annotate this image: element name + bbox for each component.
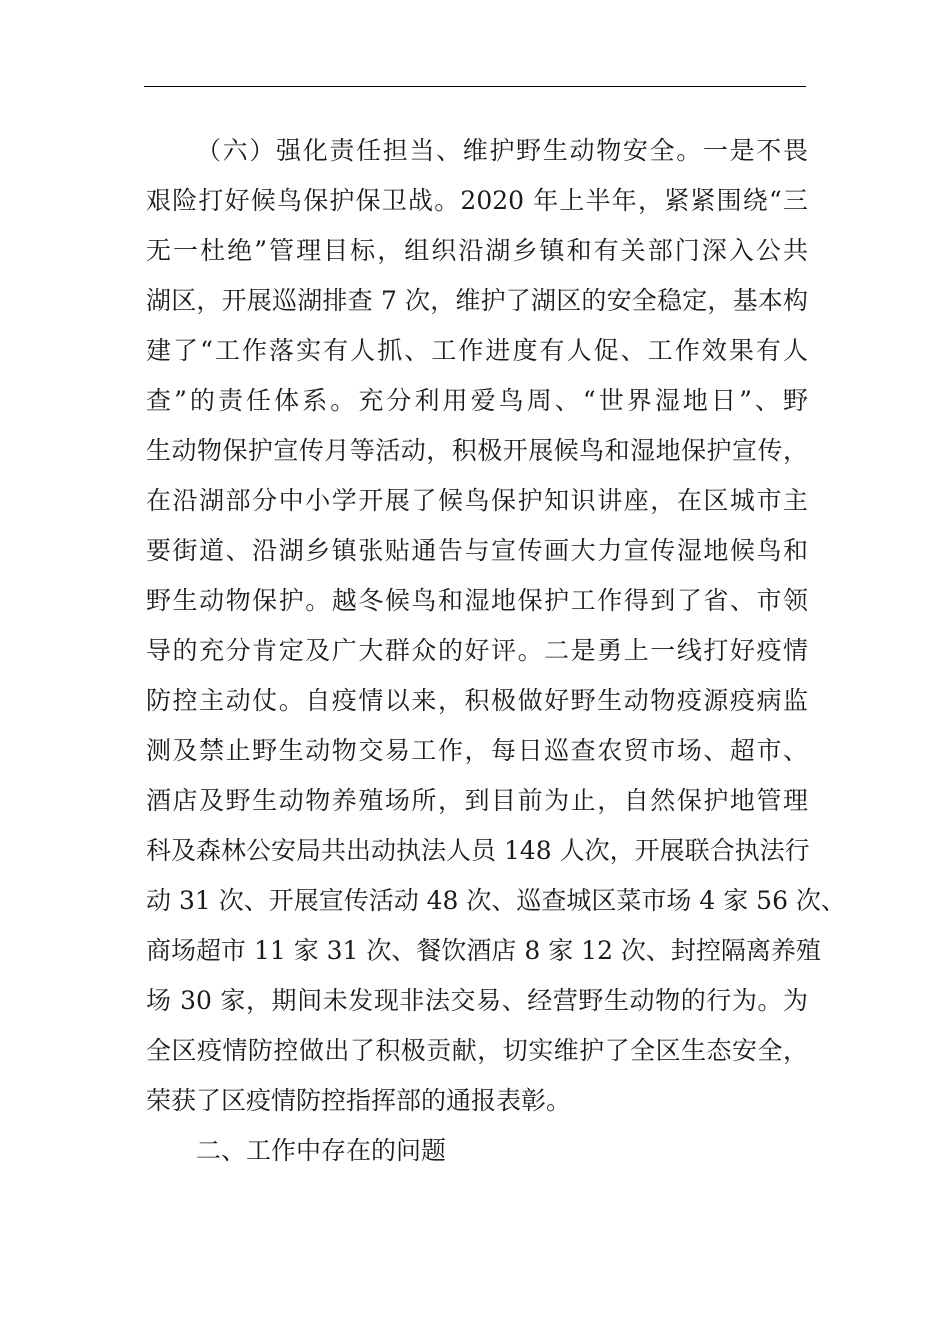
text-line: 测及禁止野生动物交易工作，每日巡查农贸市场、超市、	[146, 736, 808, 765]
text-line: 动 31 次、开展宣传活动 48 次、巡查城区菜市场 4 家 56 次、	[146, 886, 846, 915]
text-line: 酒店及野生动物养殖场所，到目前为止，自然保护地管理	[146, 786, 808, 815]
text-line: 商场超市 11 家 31 次、餐饮酒店 8 家 12 次、封控隔离养殖	[146, 936, 821, 965]
text-line: 荣获了区疫情防控指挥部的通报表彰。	[146, 1086, 572, 1115]
text-line: 生动物保护宣传月等活动，积极开展候鸟和湿地保护宣传，	[146, 436, 808, 465]
text-line: 导的充分肯定及广大群众的好评。二是勇上一线打好疫情	[146, 636, 808, 665]
text-line: 野生动物保护。越冬候鸟和湿地保护工作得到了省、市领	[146, 586, 808, 615]
text-line: 艰险打好候鸟保护保卫战。2020 年上半年，紧紧围绕“三	[146, 186, 808, 215]
text-line: 建了“工作落实有人抓、工作进度有人促、工作效果有人	[146, 336, 808, 365]
text-line: 要街道、沿湖乡镇张贴通告与宣传画大力宣传湿地候鸟和	[146, 536, 808, 565]
text-line: 全区疫情防控做出了积极贡献，切实维护了全区生态安全，	[146, 1036, 808, 1065]
text-line: 查”的责任体系。充分利用爱鸟周、“世界湿地日”、野	[146, 386, 808, 415]
text-line: 湖区，开展巡湖排查 7 次，维护了湖区的安全稳定，基本构	[146, 286, 808, 315]
paragraph-wildlife-safety	[146, 126, 846, 1126]
section-heading: 二、工作中存在的问题	[196, 1136, 447, 1165]
header-rule	[144, 86, 806, 87]
text-line: 防控主动仗。自疫情以来，积极做好野生动物疫源疫病监	[146, 686, 808, 715]
text-line: 在沿湖部分中小学开展了候鸟保护知识讲座，在区城市主	[146, 486, 808, 515]
text-line: （六）强化责任担当、维护野生动物安全。一是不畏	[196, 136, 808, 165]
text-line: 科及森林公安局共出动执法人员 148 人次，开展联合执法行	[146, 836, 810, 865]
text-line: 场 30 家，期间未发现非法交易、经营野生动物的行为。为	[146, 986, 808, 1015]
text-line: 无一杜绝”管理目标，组织沿湖乡镇和有关部门深入公共	[146, 236, 808, 265]
section-heading-problems	[146, 1126, 808, 1176]
document-body	[146, 126, 846, 1176]
